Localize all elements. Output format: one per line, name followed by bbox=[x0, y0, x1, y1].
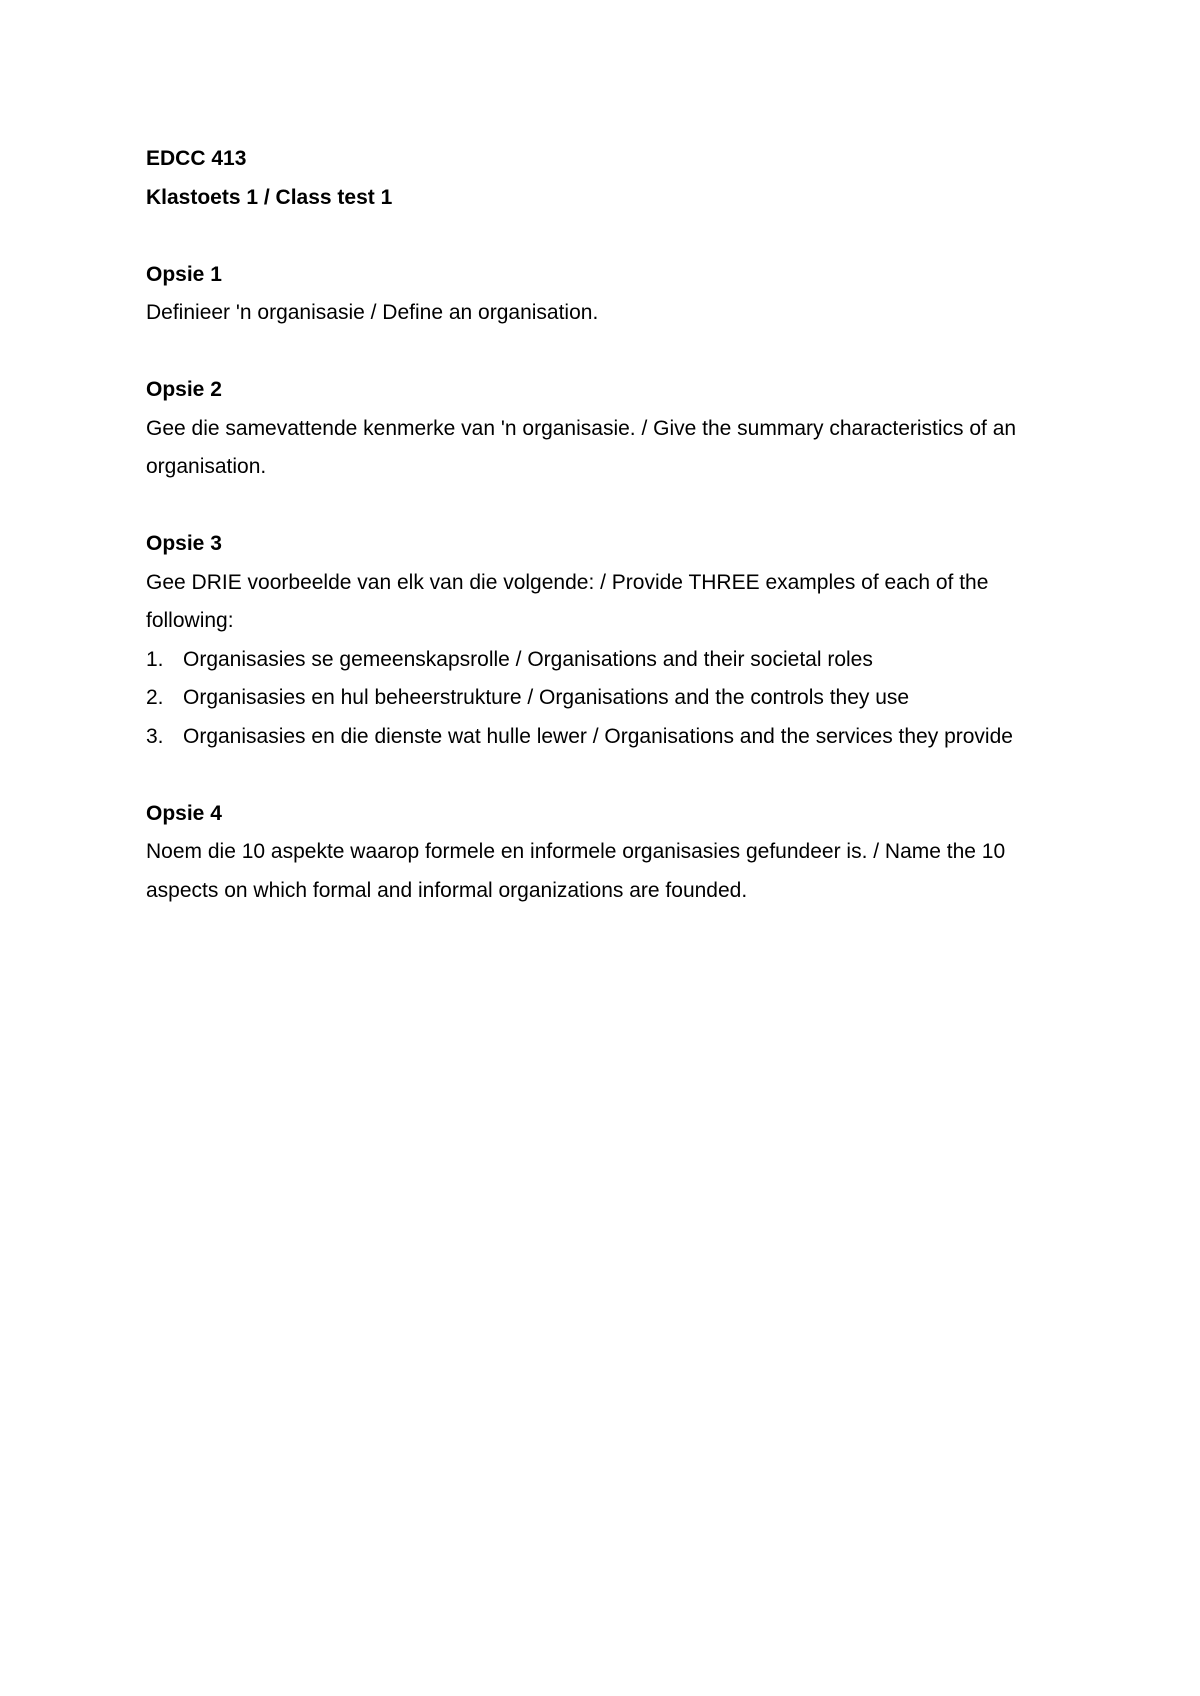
list-item-text: Organisasies en hul beheerstrukture / Organisations and the controls they use bbox=[183, 686, 910, 709]
option-1-heading: Opsie 1 bbox=[146, 262, 222, 286]
list-item-text: Organisasies en die dienste wat hulle lewer / Organisations and the services they provide bbox=[183, 724, 1013, 748]
option-4-heading: Opsie 4 bbox=[146, 801, 222, 825]
list-item-number: 3. bbox=[146, 724, 164, 748]
option-2-text: Gee die samevattende kenmerke van 'n organisasie. / Give the summary characteristics of an organisation. bbox=[146, 416, 1017, 478]
option-3-list bbox=[146, 641, 1066, 757]
list-item-number: 1. bbox=[146, 647, 164, 671]
option-3-heading: Opsie 3 bbox=[146, 532, 222, 555]
list-item bbox=[146, 641, 1066, 680]
test-title: Klastoets 1 / Class test 1 bbox=[146, 185, 393, 209]
list-item-number: 2. bbox=[146, 686, 164, 709]
option-2-section bbox=[146, 371, 1066, 487]
document-page bbox=[146, 140, 1066, 910]
option-3-section bbox=[146, 525, 1066, 756]
option-4-text: Noem die 10 aspekte waarop formele en informele organisasies gefundeer is. / Name the 10 aspects on which formal and informal organizations are founded. bbox=[146, 840, 1006, 902]
list-item bbox=[146, 718, 1066, 757]
list-item-text: Organisasies se gemeenskapsrolle / Organisations and their societal roles bbox=[183, 647, 873, 671]
list-item bbox=[146, 679, 1066, 718]
option-1-text: Definieer 'n organisasie / Define an organisation. bbox=[146, 301, 599, 324]
course-code: EDCC 413 bbox=[146, 147, 247, 170]
option-4-section bbox=[146, 795, 1066, 911]
option-2-heading: Opsie 2 bbox=[146, 378, 222, 401]
option-3-text: Gee DRIE voorbeelde van elk van die volgende: / Provide THREE examples of each of the following: bbox=[146, 570, 989, 632]
option-1-section bbox=[146, 256, 1066, 333]
